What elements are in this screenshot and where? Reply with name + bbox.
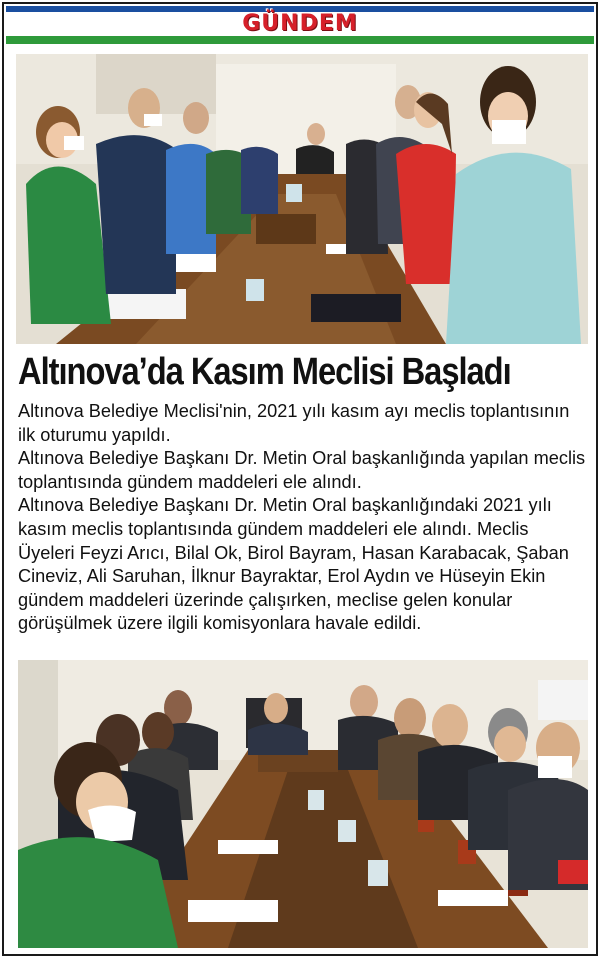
- article-paragraph: Altınova Belediye Başkanı Dr. Metin Oral başkanlığında yapılan meclis toplantısında gündem maddeleri ele alındı.: [18, 448, 586, 492]
- council-standing-photo: [16, 54, 588, 344]
- article-headline: Altınova’da Kasım Meclisi Başladı: [18, 351, 511, 393]
- article-paragraph: Altınova Belediye Başkanı Dr. Metin Oral başkanlığındaki 2021 yılı kasım meclis toplantısında gündem maddeleri ele alındı. Meclis Üyeleri Feyzi Arıcı, Bilal Ok, Birol Bayram, Hasan Karabacak, Şaban Cineviz, Ali Saruhan, İlknur Bayraktar, Erol Aydın ve Hüseyin Ekin gündem maddeleri üzerinde çalışırken, meclise gelen konular görüşülmek üzere ilgili komisyonlara havale edildi.: [18, 495, 569, 634]
- article-body: [18, 400, 590, 636]
- council-meeting-photo: [18, 660, 588, 948]
- section-banner: [6, 6, 594, 44]
- newspaper-clipping: [2, 2, 598, 956]
- article-paragraph: Altınova Belediye Meclisi'nin, 2021 yılı kasım ayı meclis toplantısının ilk oturumu yapıldı.: [18, 401, 570, 445]
- section-title: GÜNDEM: [242, 11, 358, 36]
